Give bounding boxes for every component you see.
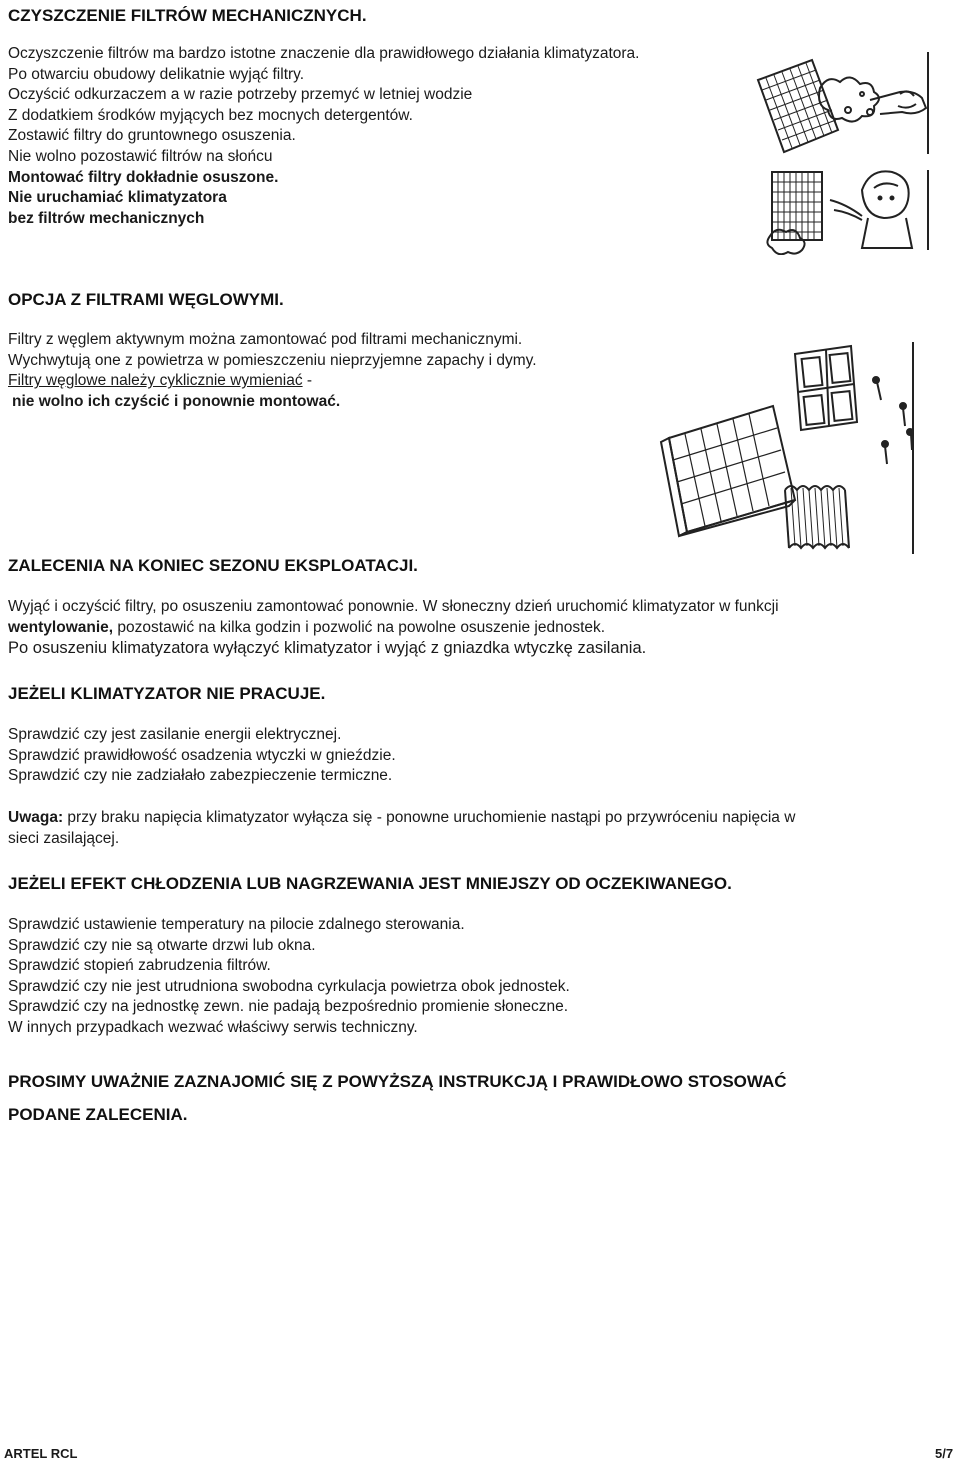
low-efficiency-checklist <box>8 915 570 1039</box>
section-title-low-efficiency: JEŻELI EFEKT CHŁODZENIA LUB NAGRZEWANIA JEST MNIEJSZY OD OCZEKIWANEGO. <box>8 874 732 893</box>
underlined-text: Filtry węglowe należy cyklicznie wymieniać <box>8 372 303 390</box>
text-line: Sprawdzić czy jest zasilanie energii elektrycznej. <box>8 726 342 743</box>
text-line: Zostawić filtry do gruntownego osuszenia. <box>8 127 296 145</box>
bold-text-line: nie wolno ich czyścić i ponownie montować. <box>12 392 341 410</box>
bold-text-line: Montować filtry dokładnie osuszone. <box>8 168 279 186</box>
text-line: Oczyszczenie filtrów ma bardzo istotne znaczenie dla prawidłowego działania klimatyzatora. <box>8 45 640 62</box>
text-line: Wyjąć i oczyścić filtry, po osuszeniu zamontować ponownie. W słoneczny dzień uruchomić klimatyzator w funkcji <box>8 598 779 615</box>
text-line: Oczyścić odkurzaczem a w razie potrzeby przemyć w letniej wodzie <box>8 86 473 104</box>
text-line: Sprawdzić ustawienie temperatury na pilocie zdalnego sterowania. <box>8 916 465 933</box>
carbon-filter-illustration <box>655 342 920 557</box>
text-line: Sprawdzić czy nie zadziałało zabezpieczenie termiczne. <box>8 767 393 785</box>
text-line: Po osuszeniu klimatyzatora wyłączyć klimatyzator i wyjąć z gniazdka wtyczkę zasilania. <box>8 639 647 658</box>
text-line: Sprawdzić czy na jednostkę zewn. nie padają bezpośrednio promienie słoneczne. <box>8 998 569 1016</box>
bold-text-line: bez filtrów mechanicznych <box>8 209 205 227</box>
carbon-filters-text <box>8 330 537 412</box>
not-working-checklist <box>8 725 396 787</box>
filter-cleaning-illustration <box>750 50 940 255</box>
text-line: Sprawdzić czy nie są otwarte drzwi lub okna. <box>8 936 316 954</box>
footer-brand: ARTEL RCL <box>4 1446 78 1461</box>
closing-notice-line: PODANE ZALECENIA. <box>8 1105 188 1124</box>
text-line: sieci zasilającej. <box>8 829 120 847</box>
text-line: Sprawdzić prawidłowość osadzenia wtyczki w gnieździe. <box>8 746 396 764</box>
text-line: Sprawdzić czy nie jest utrudniona swobodna cyrkulacja powietrza obok jednostek. <box>8 977 570 995</box>
text-line: Nie wolno pozostawić filtrów na słońcu <box>8 147 273 165</box>
voltage-note <box>8 808 795 849</box>
text-suffix: - <box>302 372 313 390</box>
end-of-season-text <box>8 597 779 659</box>
section-title-carbon-filters: OPCJA Z FILTRAMI WĘGLOWYMI. <box>8 290 284 309</box>
text-line: Wychwytują one z powietrza w pomieszczeniu nieprzyjemne zapachy i dymy. <box>8 351 537 369</box>
text-line: W innych przypadkach wezwać właściwy serwis techniczny. <box>8 1018 418 1036</box>
text-line: Filtry z węglem aktywnym można zamontować pod filtrami mechanicznymi. <box>8 331 523 348</box>
section-title-end-of-season: ZALECENIA NA KONIEC SEZONU EKSPLOATACJI. <box>8 556 418 575</box>
text-line: Sprawdzić stopień zabrudzenia filtrów. <box>8 957 271 975</box>
section-title-filter-cleaning: CZYSZCZENIE FILTRÓW MECHANICZNYCH. <box>8 6 367 25</box>
text-line: Po otwarciu obudowy delikatnie wyjąć filtry. <box>8 65 305 83</box>
page-number: 5/7 <box>935 1446 954 1461</box>
section-title-not-working: JEŻELI KLIMATYZATOR NIE PRACUJE. <box>8 684 326 703</box>
text-line: przy braku napięcia klimatyzator wyłącza się - ponowne uruchomienie nastąpi po przywróceniu napięcia w <box>63 809 796 826</box>
filter-cleaning-text <box>8 44 640 229</box>
bold-text-line: Nie uruchamiać klimatyzatora <box>8 189 227 207</box>
text-line: Z dodatkiem środków myjących bez mocnych detergentów. <box>8 106 413 124</box>
note-label: Uwaga: <box>8 809 64 826</box>
bold-keyword: wentylowanie, <box>8 618 114 636</box>
text-line: pozostawić na kilka godzin i pozwolić na powolne osuszenie jednostek. <box>113 618 606 636</box>
closing-notice-line: PROSIMY UWAŻNIE ZAZNAJOMIĆ SIĘ Z POWYŻSZĄ INSTRUKCJĄ I PRAWIDŁOWO STOSOWAĆ <box>8 1072 787 1091</box>
